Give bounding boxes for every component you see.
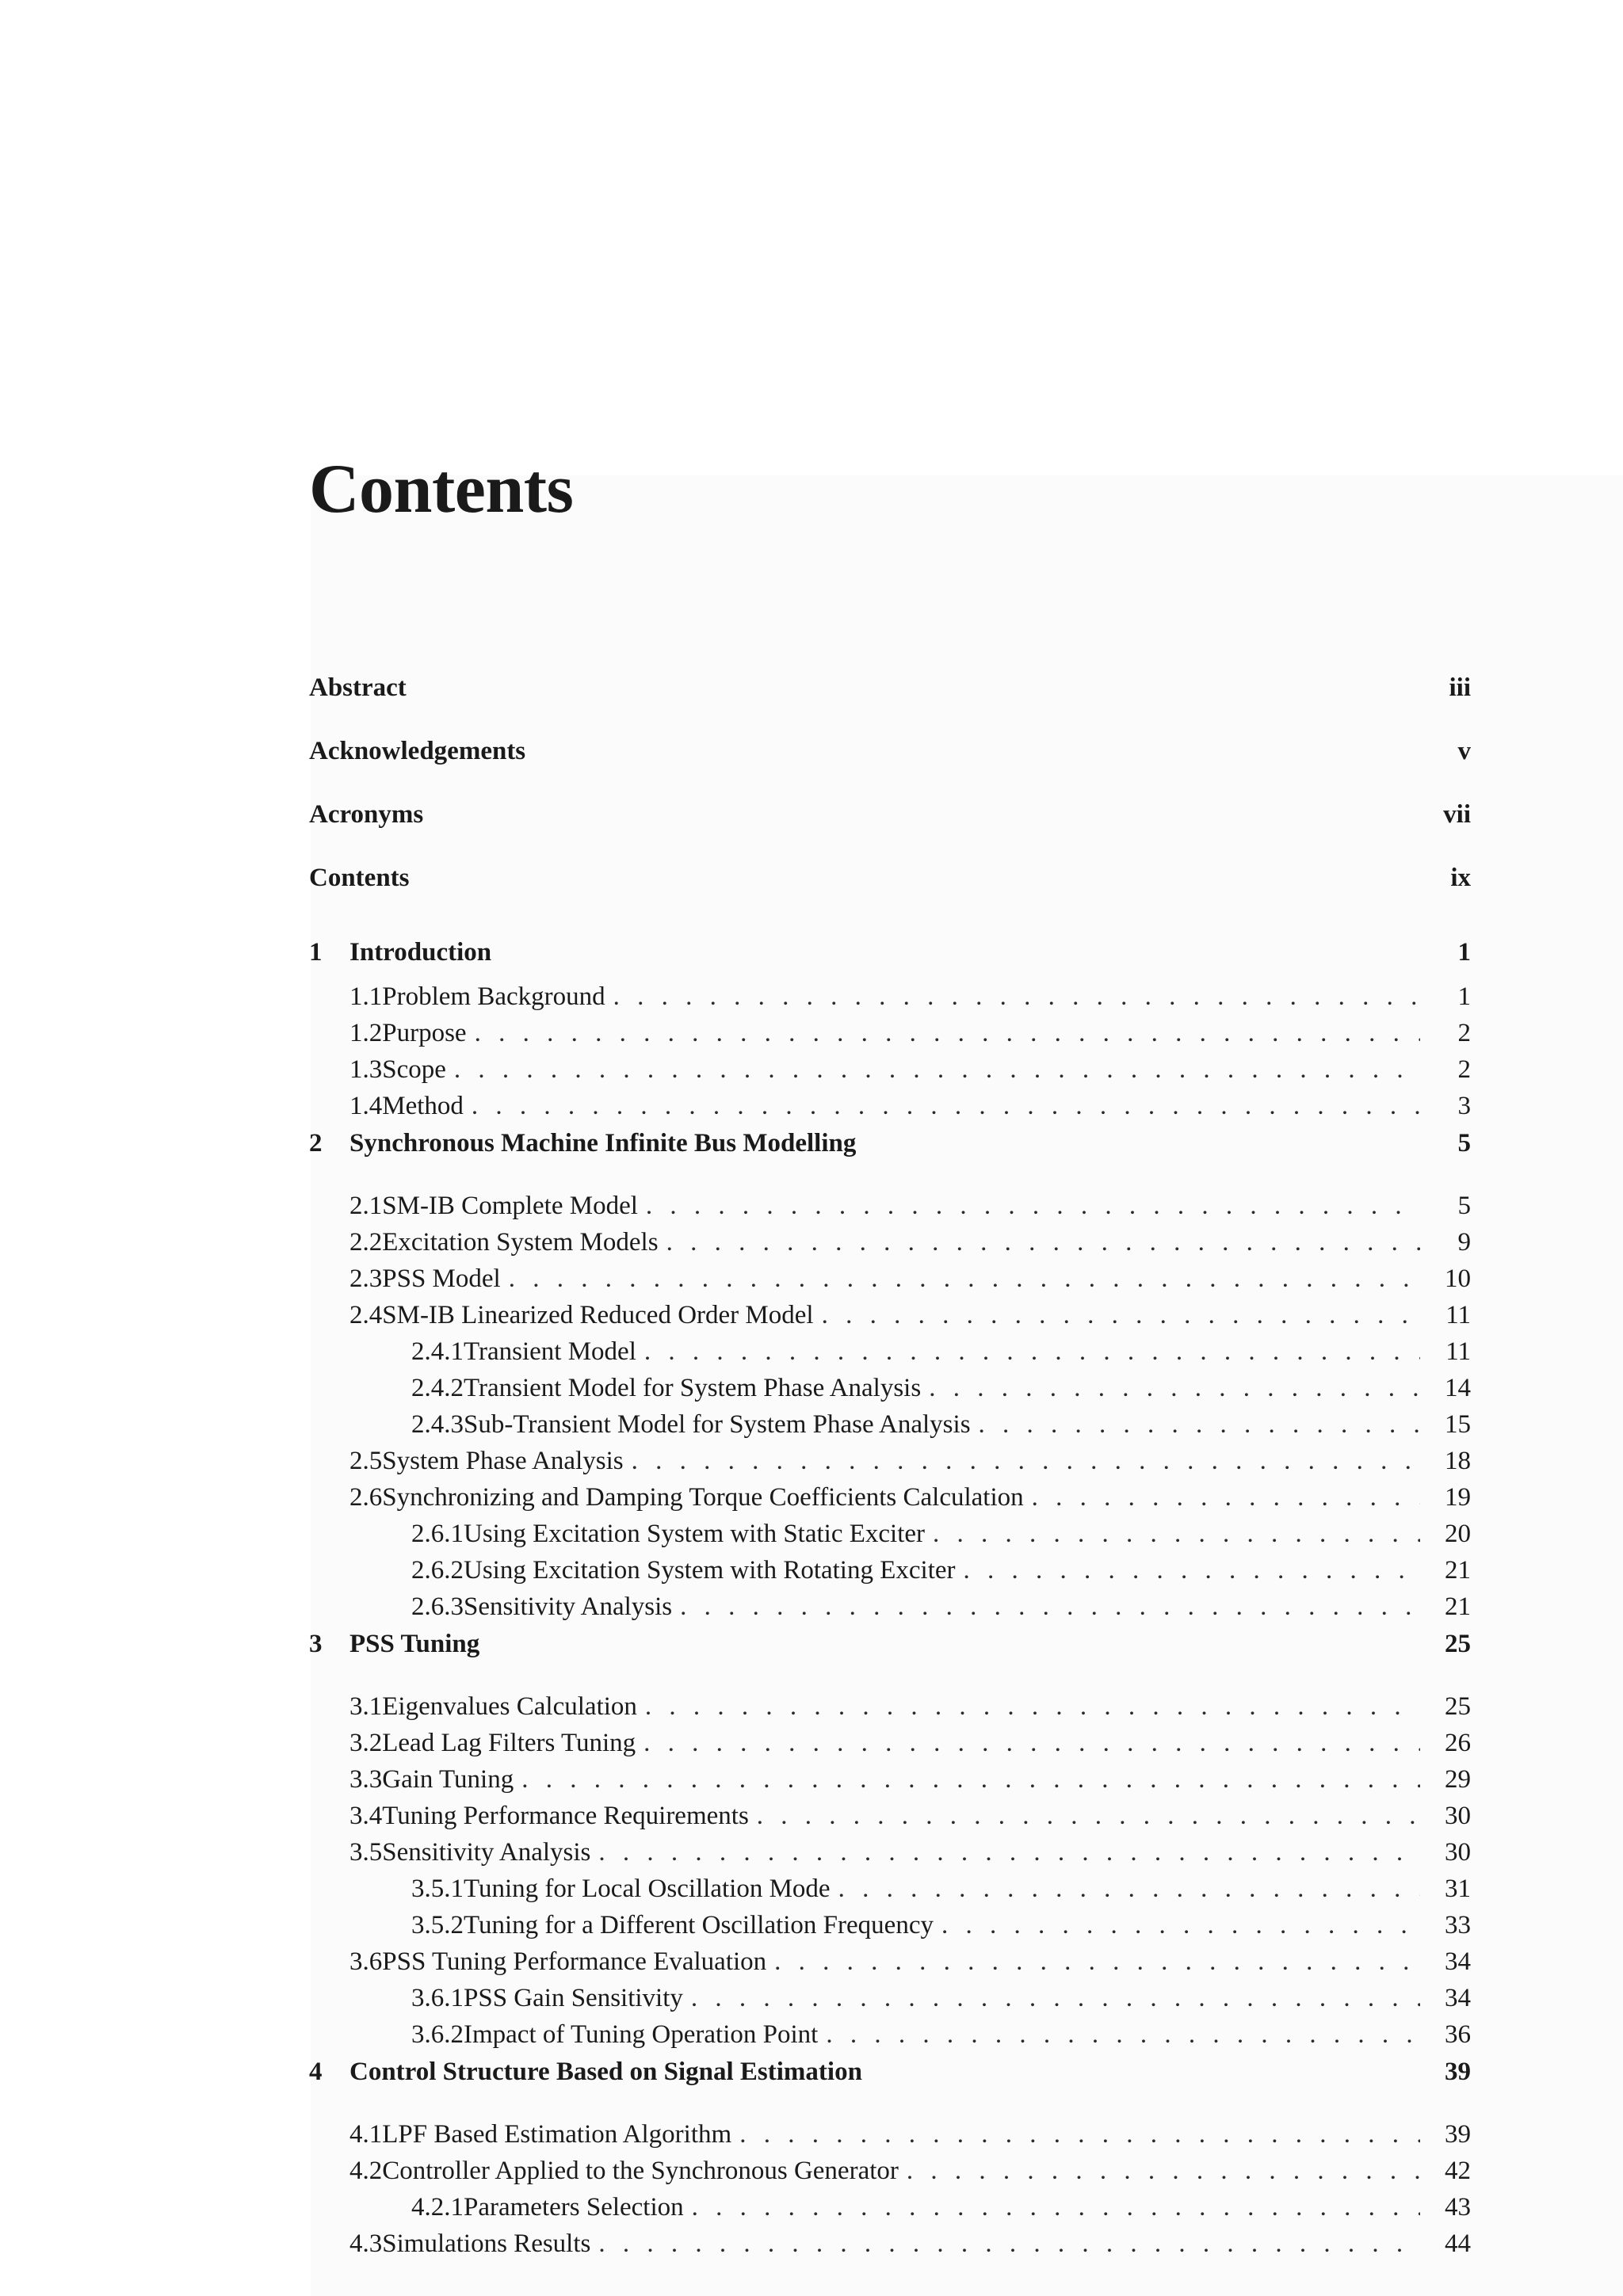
toc-page-number: 30 [1445,1802,1471,1830]
toc-page-number: 21 [1445,1592,1471,1621]
toc-page-number: 15 [1445,1410,1471,1439]
toc-chapter-4[interactable] [309,2053,1471,2116]
toc-dot-leader [907,2153,1420,2189]
toc-page-number: 2 [1457,1055,1471,1084]
toc-entry-title: Purpose [382,1019,467,1047]
toc-chapter-number: 1 [309,938,323,967]
toc-title: Acronyms [309,800,424,829]
toc-entry-4-3[interactable] [309,2225,1471,2262]
toc-chapters [309,915,1471,2262]
toc-entry-2-4-1[interactable] [309,1333,1471,1370]
toc-page-number: 34 [1445,1984,1471,2012]
toc-chapter-1[interactable] [309,938,1471,978]
toc-entry-title: Scope [382,1055,446,1084]
toc-front-acknowledgements[interactable] [309,725,1471,788]
toc-page-number: 10 [1445,1264,1471,1293]
toc-page-number: ix [1450,864,1471,892]
toc-page-number: 39 [1445,2058,1471,2086]
toc-entry-title: PSS Gain Sensitivity [464,1984,683,2012]
toc-front-contents[interactable] [309,852,1471,915]
toc-entry-title: SM-IB Complete Model [382,1192,638,1220]
toc-entry-3-5[interactable] [309,1834,1471,1871]
toc-entry-2-6[interactable] [309,1479,1471,1516]
toc-dot-leader [509,1261,1420,1297]
toc-entry-title: Synchronizing and Damping Torque Coefficients Calculation [382,1483,1024,1512]
toc-page-number: 11 [1445,1337,1471,1366]
toc-page-number: 18 [1445,1447,1471,1475]
toc-chapter-2[interactable] [309,1124,1471,1188]
toc-entry-number: 2.4.1 [411,1337,464,1366]
toc-entry-title: Using Excitation System with Rotating Exciter [464,1556,956,1585]
toc-dot-leader [739,2116,1420,2153]
toc-chapter-number: 2 [309,1129,323,1158]
toc-dot-leader [521,1761,1420,1798]
toc-dot-leader [645,1688,1420,1725]
toc-entry-number: 2.3 [349,1264,383,1293]
toc-dot-leader [774,1943,1420,1980]
toc-entry-title: Tuning for a Different Oscillation Frequency [464,1911,934,1939]
toc-front-abstract[interactable] [309,662,1471,725]
toc-chapter-title: Synchronous Machine Infinite Bus Modelling [349,1129,857,1158]
toc-entry-1-1[interactable] [309,978,1471,1015]
toc-entry-title: Parameters Selection [464,2193,684,2222]
toc-entry-number: 3.6.1 [411,1984,464,2012]
toc-title: Contents [309,864,410,892]
toc-entry-number: 1.1 [349,982,383,1011]
toc-dot-leader [941,1907,1420,1943]
toc-entry-number: 3.1 [349,1692,383,1721]
toc-dot-leader [692,2189,1420,2225]
toc-page-number: 34 [1445,1947,1471,1976]
toc-entry-number: 4.3 [349,2229,383,2258]
toc-entry-title: LPF Based Estimation Algorithm [382,2120,732,2149]
toc-page-number: 20 [1445,1520,1471,1548]
toc-entry-3-3[interactable] [309,1761,1471,1798]
toc-entry-number: 3.4 [349,1802,383,1830]
toc-entry-title: Transient Model for System Phase Analysis [464,1374,922,1402]
toc-entry-number: 2.4.2 [411,1374,464,1402]
toc-page-number: 36 [1445,2020,1471,2049]
toc-entry-title: Problem Background [382,982,605,1011]
toc-page-number: 9 [1457,1228,1471,1257]
table-of-contents [309,662,1471,2262]
toc-entry-2-1[interactable] [309,1188,1471,1224]
toc-entry-title: Sensitivity Analysis [382,1838,591,1867]
toc-entry-number: 2.4.3 [411,1410,464,1439]
toc-entry-number: 2.1 [349,1192,383,1220]
toc-page-number: 31 [1445,1875,1471,1903]
toc-entry-number: 1.4 [349,1092,383,1120]
toc-chapter-3[interactable] [309,1625,1471,1688]
toc-entry-1-2[interactable] [309,1015,1471,1051]
toc-title: Acknowledgements [309,737,526,765]
toc-entry-title: Sensitivity Analysis [464,1592,673,1621]
toc-entry-title: Eigenvalues Calculation [382,1692,637,1721]
toc-entry-title: Impact of Tuning Operation Point [464,2020,819,2049]
toc-entry-2-4-2[interactable] [309,1370,1471,1406]
toc-chapter-title: PSS Tuning [349,1630,480,1658]
toc-entry-number: 3.5.2 [411,1911,464,1939]
toc-entry-4-2-1[interactable] [309,2189,1471,2225]
toc-entry-2-6-3[interactable] [309,1589,1471,1625]
toc-page-number: 11 [1445,1301,1471,1329]
toc-page-number: 42 [1445,2157,1471,2185]
toc-title: Abstract [309,673,407,702]
toc-page-number: 5 [1457,1192,1471,1220]
toc-chapter-number: 4 [309,2058,323,2086]
toc-dot-leader [691,1980,1420,2016]
toc-dot-leader [454,1051,1420,1088]
toc-entry-number: 2.4 [349,1301,383,1329]
toc-entry-number: 3.5.1 [411,1875,464,1903]
toc-dot-leader [1032,1479,1420,1516]
toc-entry-title: Using Excitation System with Static Exciter [464,1520,925,1548]
toc-page-number: 26 [1445,1729,1471,1757]
toc-dot-leader [644,1333,1420,1370]
toc-entry-2-3[interactable] [309,1261,1471,1297]
toc-dot-leader [613,978,1420,1015]
toc-entry-2-4-3[interactable] [309,1406,1471,1443]
toc-entry-number: 1.2 [349,1019,383,1047]
toc-dot-leader [964,1552,1420,1589]
toc-page-number: v [1457,737,1471,765]
toc-page-number: 44 [1445,2229,1471,2258]
toc-chapter-title: Introduction [349,938,492,967]
toc-page-number: 14 [1445,1374,1471,1402]
toc-entry-number: 2.6.3 [411,1592,464,1621]
toc-page-number: 29 [1445,1765,1471,1794]
toc-entry-title: Tuning for Local Oscillation Mode [464,1875,831,1903]
toc-entry-2-2[interactable] [309,1224,1471,1261]
toc-entry-number: 2.6 [349,1483,383,1512]
toc-entry-3-6[interactable] [309,1943,1471,1980]
toc-dot-leader [826,2016,1420,2053]
toc-entry-title: Simulations Results [382,2229,591,2258]
toc-chapter-number: 3 [309,1630,323,1658]
toc-entry-title: Method [382,1092,464,1120]
toc-page-number: 3 [1457,1092,1471,1120]
page-title: Contents [309,451,574,528]
toc-dot-leader [757,1798,1420,1834]
toc-page-number: 39 [1445,2120,1471,2149]
toc-entry-title: System Phase Analysis [382,1447,624,1475]
toc-entry-title: Gain Tuning [382,1765,514,1794]
toc-page-number: 25 [1445,1630,1471,1658]
toc-entry-number: 3.5 [349,1838,383,1867]
toc-entry-2-6-2[interactable] [309,1552,1471,1589]
toc-entry-number: 3.3 [349,1765,383,1794]
toc-page-number: 25 [1445,1692,1471,1721]
toc-entry-2-5[interactable] [309,1443,1471,1479]
toc-page-number: 2 [1457,1019,1471,1047]
toc-entry-number: 2.2 [349,1228,383,1257]
toc-dot-leader [598,2225,1420,2262]
toc-dot-leader [929,1370,1420,1406]
toc-entry-title: Controller Applied to the Synchronous Generator [382,2157,899,2185]
toc-entry-3-4[interactable] [309,1798,1471,1834]
toc-entry-title: PSS Model [382,1264,501,1293]
toc-entry-3-5-2[interactable] [309,1907,1471,1943]
toc-entry-title: Excitation System Models [382,1228,659,1257]
toc-dot-leader [666,1224,1420,1261]
toc-chapter-title: Control Structure Based on Signal Estimation [349,2058,862,2086]
toc-entry-number: 2.6.1 [411,1520,464,1548]
toc-page-number: iii [1449,673,1471,702]
toc-entry-number: 3.2 [349,1729,383,1757]
toc-dot-leader [598,1834,1420,1871]
toc-page-number: 19 [1445,1483,1471,1512]
toc-entry-title: SM-IB Linearized Reduced Order Model [382,1301,814,1329]
toc-front-acronyms[interactable] [309,788,1471,852]
toc-entry-number: 3.6 [349,1947,383,1976]
toc-entry-3-2[interactable] [309,1725,1471,1761]
toc-dot-leader [838,1871,1420,1907]
toc-entry-title: Transient Model [464,1337,636,1366]
toc-page-number: 43 [1445,2193,1471,2222]
toc-dot-leader [475,1015,1420,1051]
toc-page-number: 5 [1457,1129,1471,1158]
toc-page-number: vii [1443,800,1471,829]
toc-page-number: 1 [1457,982,1471,1011]
toc-entry-3-5-1[interactable] [309,1871,1471,1907]
toc-entry-4-2[interactable] [309,2153,1471,2189]
toc-entry-number: 4.2 [349,2157,383,2185]
toc-dot-leader [632,1443,1420,1479]
toc-entry-2-6-1[interactable] [309,1516,1471,1552]
toc-page-number: 30 [1445,1838,1471,1867]
toc-dot-leader [680,1589,1420,1625]
toc-entry-4-1[interactable] [309,2116,1471,2153]
toc-entry-number: 2.6.2 [411,1556,464,1585]
toc-dot-leader [822,1297,1420,1333]
toc-dot-leader [643,1725,1420,1761]
toc-entry-number: 1.3 [349,1055,383,1084]
toc-entry-number: 3.6.2 [411,2020,464,2049]
toc-entry-title: Lead Lag Filters Tuning [382,1729,636,1757]
toc-page-number: 21 [1445,1556,1471,1585]
toc-entry-1-3[interactable] [309,1051,1471,1088]
toc-entry-title: Sub-Transient Model for System Phase Analysis [464,1410,971,1439]
toc-entry-2-4[interactable] [309,1297,1471,1333]
toc-entry-3-6-1[interactable] [309,1980,1471,2016]
toc-entry-number: 2.5 [349,1447,383,1475]
toc-dot-leader [979,1406,1420,1443]
toc-entry-title: PSS Tuning Performance Evaluation [382,1947,767,1976]
toc-page-number: 1 [1457,938,1471,967]
toc-dot-leader [933,1516,1420,1552]
toc-entry-3-1[interactable] [309,1688,1471,1725]
toc-dot-leader [646,1188,1420,1224]
toc-page-number: 33 [1445,1911,1471,1939]
toc-entry-number: 4.2.1 [411,2193,464,2222]
toc-entry-title: Tuning Performance Requirements [382,1802,749,1830]
toc-entry-number: 4.1 [349,2120,383,2149]
